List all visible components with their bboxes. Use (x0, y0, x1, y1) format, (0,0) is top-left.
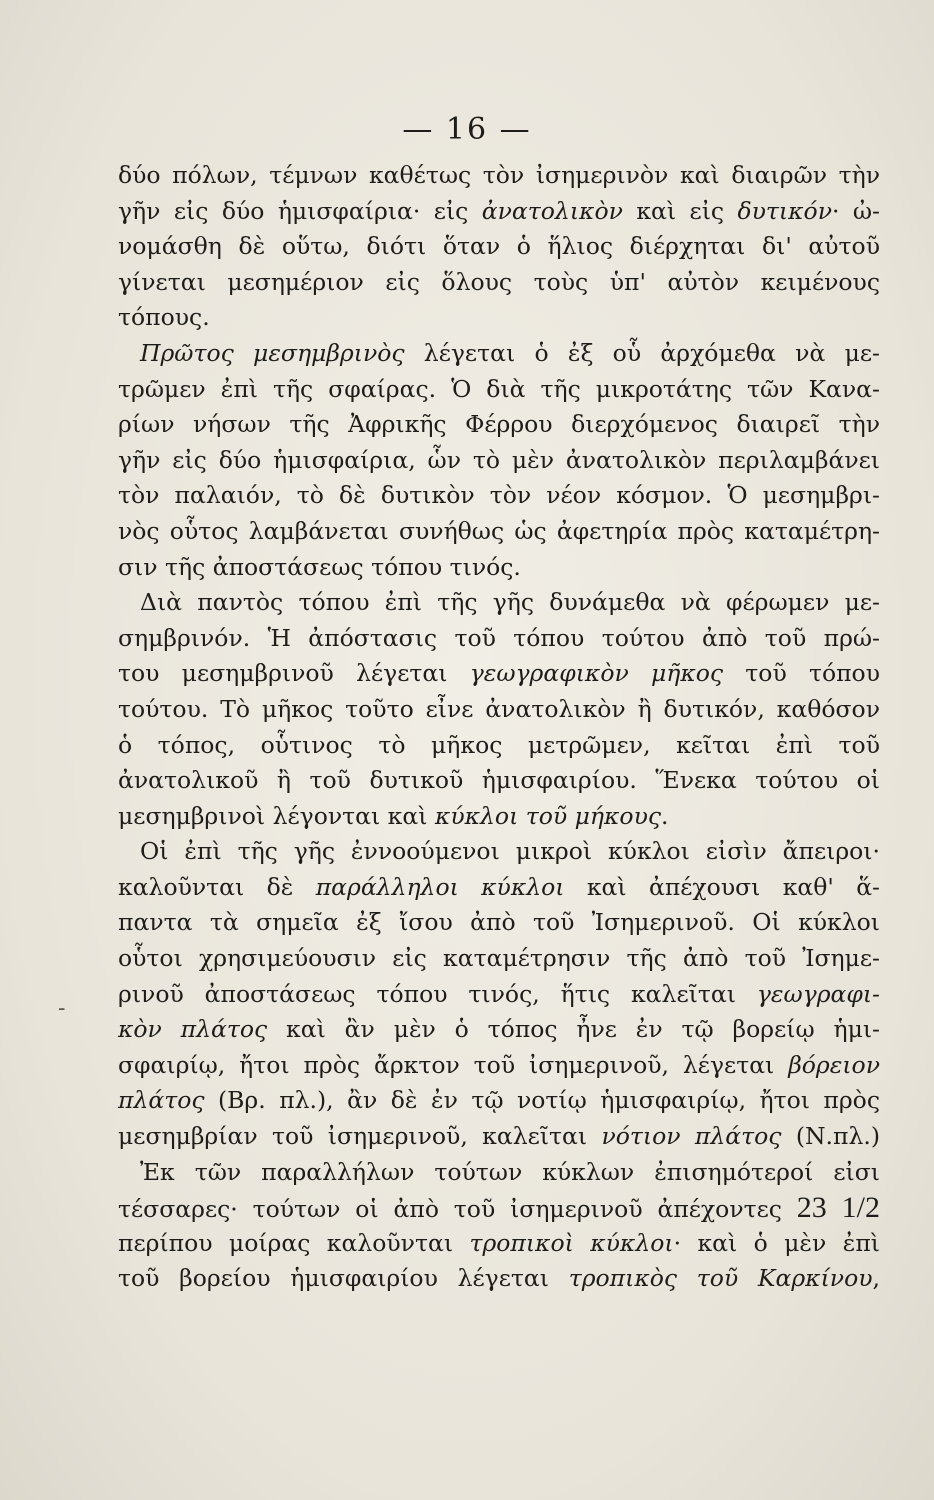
text-line (118, 905, 880, 941)
text-line (118, 1261, 880, 1297)
body-text (118, 158, 880, 1297)
text-run: παντα τὰ σημεῖα ἐξ ἴσου ἀπὸ τοῦ Ἰσημερινοῦ. Οἱ κύκλοι (118, 908, 880, 937)
text-run: καὶ ἀπέχουσι καθ' ἅ- (564, 872, 880, 901)
text-run: τούτου. Τὸ μῆκος τοῦτο εἶνε ἀνατολικὸν ἢ δυτικόν, καθόσον (118, 694, 880, 723)
italic-term: γεωγραφικὸν μῆκος (469, 659, 724, 688)
text-line (118, 158, 880, 194)
text-run: γῆν εἰς δύο ἡμισφαίρια· εἰς (118, 196, 482, 225)
text-line (118, 372, 880, 408)
text-run: τρῶμεν ἐπὶ τῆς σφαίρας. Ὁ διὰ τῆς μικροτάτης τῶν Κανα- (118, 374, 880, 403)
italic-term: παράλληλοι κύκλοι (315, 872, 565, 901)
text-line (118, 870, 880, 906)
text-line (118, 1190, 880, 1226)
italic-term: γεωγραφι- (756, 979, 880, 1008)
text-run: τοῦ βορείου ἡμισφαιρίου λέγεται (118, 1264, 569, 1293)
text-run: ὁ τόπος, οὗτινος τὸ μῆκος μετρῶμεν, κεῖται ἐπὶ τοῦ (118, 730, 880, 759)
text-line (118, 514, 880, 550)
text-run: (Ν.πλ.) (781, 1122, 881, 1151)
text-run: του μεσημβρινοῦ λέγεται (118, 659, 470, 688)
text-run: . (661, 801, 669, 830)
text-line (118, 977, 880, 1013)
text-run: σφαιρίῳ, ἤτοι πρὸς ἄρκτον τοῦ ἰσημερινοῦ, λέγεται (118, 1050, 789, 1079)
text-line (118, 1012, 880, 1048)
text-run: · καὶ ὁ μὲν ἐπὶ (673, 1228, 880, 1257)
text-line (118, 585, 880, 621)
italic-term: τροπικὸς τοῦ Καρκίνου (568, 1264, 873, 1293)
text-line (118, 478, 880, 514)
text-run: δύο πόλων, τέμνων καθέτως τὸν ἰσημερινὸν καὶ διαιρῶν τὴν (118, 161, 880, 189)
text-line (118, 407, 880, 443)
text-line (118, 799, 880, 835)
text-run: ἀνατολικοῦ ἢ τοῦ δυτικοῦ ἡμισφαιρίου. Ἕνεκα τούτου οἱ (118, 766, 880, 795)
text-run: · ὠ- (832, 196, 880, 225)
italic-term: τροπικοὶ κύκλοι (469, 1228, 674, 1257)
text-run: σημβρινόν. Ἡ ἀπόστασις τοῦ τόπου τούτου ἀπὸ τοῦ πρώ- (118, 623, 880, 652)
text-run: (Βρ. πλ.), ἂν δὲ ἐν τῷ νοτίῳ ἡμισφαιρίῳ, ἤτοι πρὸς (204, 1086, 880, 1115)
text-run: τόπους. (118, 303, 210, 332)
text-line (118, 194, 880, 230)
text-line (118, 763, 880, 799)
text-run: οὗτοι χρησιμεύουσιν εἰς καταμέτρησιν τῆς ἀπὸ τοῦ Ἰσημε- (118, 944, 880, 973)
text-line (118, 336, 880, 372)
text-run: γῆν εἰς δύο ἡμισφαίρια, ὧν τὸ μὲν ἀνατολικὸν περιλαμβάνει (118, 445, 880, 474)
italic-term: δυτικόν (737, 196, 832, 225)
margin-mark: - (58, 996, 66, 1021)
text-line (118, 1155, 880, 1191)
text-line (118, 550, 880, 586)
text-run: τέσσαρες· τούτων οἱ ἀπὸ τοῦ ἰσημερινοῦ ἀπέχοντες (118, 1195, 797, 1224)
text-run: τοῦ τόπου (723, 659, 880, 688)
text-run: ρινοῦ ἀποστάσεως τόπου τινός, ἥτις καλεῖται (118, 979, 757, 1008)
text-run: νὸς οὗτος λαμβάνεται συνήθως ὡς ἀφετηρία πρὸς καταμέτρη- (118, 516, 880, 545)
text-line (118, 728, 880, 764)
text-run: μεσημβρινοὶ λέγονται καὶ (118, 801, 435, 830)
text-run: καλοῦνται δὲ (118, 872, 316, 901)
text-run: καὶ ἂν μὲν ὁ τόπος ἦνε ἐν τῷ βορείῳ ἡμι- (267, 1015, 880, 1044)
italic-term: πλάτος (118, 1086, 205, 1115)
text-run: νομάσθη δὲ οὕτω, διότι ὅταν ὁ ἥλιος διέρχηται δι' αὐτοῦ (118, 232, 880, 261)
text-line (118, 656, 880, 692)
italic-term: Πρῶτος μεσημβρινὸς (140, 338, 405, 367)
text-run: σιν τῆς ἀποστάσεως τόπου τινός. (118, 552, 521, 581)
text-line (118, 941, 880, 977)
text-line (118, 621, 880, 657)
text-run: , (872, 1264, 881, 1293)
italic-term: κὸν πλάτος (118, 1015, 268, 1044)
text-line (118, 265, 880, 301)
italic-term: ἀνατολικὸν (481, 196, 623, 225)
text-run: Ἐκ τῶν παραλλήλων τούτων κύκλων ἐπισημότεροί εἰσι (140, 1157, 880, 1186)
italic-term: βόρειον (788, 1050, 880, 1079)
text-line (118, 1226, 880, 1262)
text-line (118, 300, 880, 336)
fraction-value: 23 1/2 (796, 1191, 880, 1225)
italic-term: νότιον πλάτος (601, 1122, 782, 1151)
text-run: λέγεται ὁ ἐξ οὗ ἀρχόμεθα νὰ με- (404, 338, 880, 367)
text-line (118, 1048, 880, 1084)
text-run: ρίων νήσων τῆς Ἀφρικῆς Φέρρου διερχόμενος διαιρεῖ τὴν (118, 410, 880, 439)
text-run: Οἱ ἐπὶ τῆς γῆς ἐννοούμενοι μικροὶ κύκλοι εἰσὶν ἄπειροι· (140, 837, 880, 866)
text-run: καὶ εἰς (622, 196, 738, 225)
text-run: Διὰ παντὸς τόπου ἐπὶ τῆς γῆς δυνάμεθα νὰ φέρωμεν με- (140, 588, 880, 617)
text-line (118, 692, 880, 728)
italic-term: κύκλοι τοῦ μήκους (434, 801, 662, 830)
text-line (118, 1083, 880, 1119)
text-run: περίπου μοίρας καλοῦνται (118, 1228, 470, 1257)
text-line (118, 1119, 880, 1155)
text-run: γίνεται μεσημέριον εἰς ὅλους τοὺς ὑπ' αὐτὸν κειμένους (118, 267, 880, 296)
text-line (118, 443, 880, 479)
text-line (118, 229, 880, 265)
text-run: μεσημβρίαν τοῦ ἰσημερινοῦ, καλεῖται (118, 1122, 602, 1151)
text-run: τὸν παλαιόν, τὸ δὲ δυτικὸν τὸν νέον κόσμον. Ὁ μεσημβρι- (118, 481, 880, 510)
text-line (118, 834, 880, 870)
page-number: — 16 — (402, 112, 532, 147)
